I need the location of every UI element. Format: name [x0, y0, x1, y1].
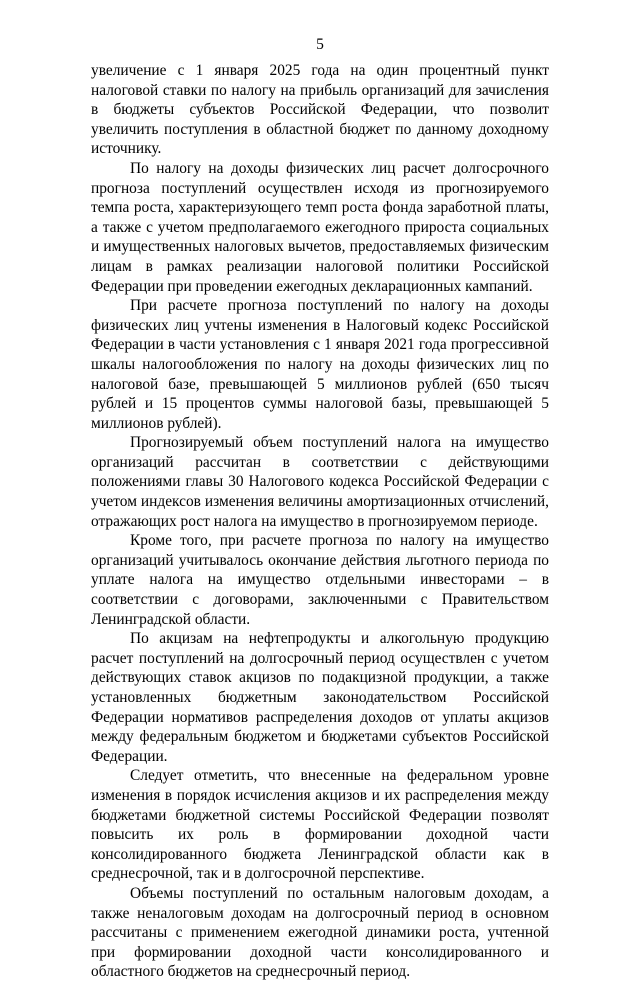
paragraph-progressive-scale: При расчете прогноза поступлений по налогу на доходы физических лиц учтены изменения в Налоговый кодекс Российской Федерации в части установления с 1 января 2021 года прогрессивной шкалы налогообложения по налогу на доходы физических лиц по налоговой базе, превышающей 5 миллионов рублей (650 тысяч рублей и 15 процентов суммы налоговой базы, превышающей 5 миллионов рублей). — [91, 297, 549, 432]
paragraph-federal-changes: Следует отметить, что внесенные на федеральном уровне изменения в порядок исчисления акцизов и их распределения между бюджетами бюджетной системы Российской Федерации позволят повысить их роль в формировании доходной части консолидированного бюджета Ленинградской области как в среднесрочной, так и в долгосрочной перспективе. — [91, 767, 549, 883]
paragraph-tax-rate-increase: увеличение с 1 января 2025 года на один процентный пункт налоговой ставки по налогу на прибыль организаций для зачисления в бюджеты субъектов Российской Федерации, что позволит увеличить поступления в областной бюджет по данному доходному источнику. — [91, 62, 549, 158]
paragraph-other-revenues: Объемы поступлений по остальным налоговым доходам, а также неналоговым доходам на долгосрочный период в основном рассчитаны с применением ежегодной динамики роста, учтенной при формировании доходной части консолидированного и областного бюджетов на среднесрочный период. — [91, 884, 549, 981]
document-body — [91, 61, 549, 982]
paragraph-excise-taxes: По акцизам на нефтепродукты и алкогольную продукцию расчет поступлений на долгосрочный период осуществлен с учетом действующих ставок акцизов по подакцизной продукции, а также установленных бюджетным законодательством Российской Федерации нормативов распределения доходов от уплаты акцизов между федеральным бюджетом и бюджетами субъектов Российской Федерации. — [91, 630, 549, 765]
paragraph-personal-income-tax: По налогу на доходы физических лиц расчет долгосрочного прогноза поступлений осуществлен исходя из прогнозируемого темпа роста, характеризующего темп роста фонда заработной платы, а также с учетом предполагаемого ежегодного прироста социальных и имущественных налоговых вычетов, предоставляемых физическим лицам в рамках реализации налоговой политики Российской Федерации при проведении ежегодных декларационных кампаний. — [91, 159, 549, 295]
page-number: 5 — [316, 36, 324, 53]
paragraph-property-tax-benefits: Кроме того, при расчете прогноза по налогу на имущество организаций учитывалось окончание действия льготного периода по уплате налога на имущество отдельными инвесторами – в соответствии с договорами, заключенными с Правительством Ленинградской области. — [91, 532, 549, 628]
paragraph-property-tax: Прогнозируемый объем поступлений налога на имущество организаций рассчитан в соответствии с действующими положениями главы 30 Налогового кодекса Российской Федерации с учетом индексов изменения величины амортизационных отчислений, отражающих рост налога на имущество в прогнозируемом периоде. — [91, 434, 549, 530]
